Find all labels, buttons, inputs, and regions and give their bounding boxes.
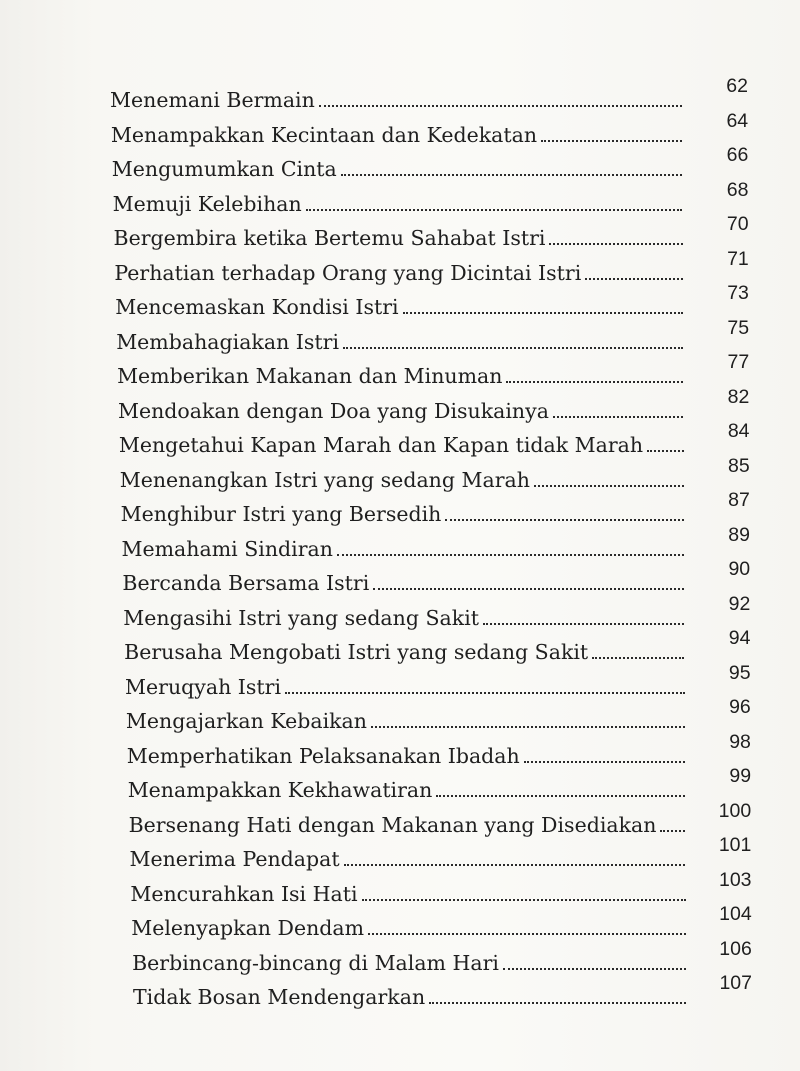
toc-entry — [128, 799, 752, 837]
toc-entry — [125, 696, 751, 733]
toc-entry-title: Berbincang-bincang di Malam Hari — [132, 950, 499, 975]
toc-entry-page-number: 94 — [728, 627, 751, 649]
toc-entry — [122, 558, 751, 595]
dot-leader — [285, 691, 685, 694]
toc-entry-page-number: 96 — [729, 696, 751, 718]
toc-entry-title: Mengumumkan Cinta — [111, 157, 337, 181]
dot-leader — [371, 725, 685, 728]
toc-entry-title: Menampakkan Kekhawatiran — [127, 778, 433, 802]
dot-leader — [506, 380, 683, 383]
toc-entry-page-number: 73 — [727, 282, 749, 304]
toc-entry-title: Memberikan Makanan dan Minuman — [117, 364, 503, 388]
toc-entry — [133, 972, 752, 1009]
dot-leader — [341, 173, 683, 176]
toc-entry — [129, 834, 752, 871]
toc-entry-page-number: 75 — [727, 316, 750, 339]
dot-leader — [344, 863, 686, 866]
toc-entry-title: Menemani Bermain — [110, 88, 315, 112]
toc-entry — [130, 868, 752, 906]
toc-entry — [113, 213, 749, 250]
toc-entry — [126, 730, 751, 768]
toc-entry — [117, 385, 750, 423]
toc-entry-title: Bergembira ketika Bertemu Sahabat Istri — [113, 226, 546, 250]
toc-entry-page-number: 62 — [726, 75, 748, 97]
toc-entry — [125, 661, 751, 699]
toc-entry-title: Membahagiakan Istri — [116, 329, 339, 354]
toc-entry-page-number: 104 — [719, 903, 752, 925]
toc-entry — [110, 109, 749, 147]
dot-leader — [429, 1001, 686, 1004]
dot-leader — [403, 311, 683, 314]
toc-entry-page-number: 101 — [718, 834, 752, 856]
toc-entry-page-number: 71 — [727, 247, 749, 270]
toc-entry-title: Perhatian terhadap Orang yang Dicintai Istri — [114, 260, 582, 285]
toc-entry-title: Menghibur Istri yang Bersedih — [120, 502, 442, 526]
toc-entry-page-number: 106 — [719, 937, 752, 960]
dot-leader — [553, 415, 683, 418]
toc-entry-page-number: 103 — [718, 868, 752, 891]
toc-entry-title: Memahami Sindiran — [121, 536, 333, 561]
toc-entry — [115, 282, 749, 319]
toc-entry-page-number: 90 — [728, 558, 751, 580]
toc-entry-page-number: 89 — [728, 523, 750, 546]
dot-leader — [503, 967, 686, 970]
dot-leader — [592, 656, 684, 659]
toc-entry-page-number: 95 — [728, 661, 751, 684]
toc-entry — [123, 592, 751, 630]
dot-leader — [445, 518, 683, 521]
toc-entry-page-number: 107 — [719, 972, 752, 994]
toc-entry — [118, 420, 750, 457]
toc-entry-title: Mencurahkan Isi Hati — [130, 881, 358, 906]
dot-leader — [585, 277, 683, 280]
dot-leader — [647, 449, 683, 452]
toc-entry — [112, 178, 749, 216]
toc-entry-title: Memperhatikan Pelaksanakan Ibadah — [126, 743, 520, 768]
toc-entry-page-number: 82 — [727, 385, 750, 408]
toc-entry-page-number: 87 — [728, 489, 750, 511]
dot-leader — [541, 139, 682, 142]
toc-entry-page-number: 85 — [727, 454, 750, 477]
toc-entry-page-number: 84 — [727, 420, 750, 442]
toc-entry-title: Mencemaskan Kondisi Istri — [115, 295, 399, 319]
toc-entry-page-number: 64 — [726, 109, 749, 132]
dot-leader — [549, 242, 682, 245]
toc-entry-page-number: 98 — [729, 730, 751, 753]
toc-entry — [124, 627, 751, 664]
toc-entry — [119, 454, 750, 492]
toc-entry-title: Bersenang Hati dengan Makanan yang Disediakan — [128, 812, 657, 837]
toc-entry-title: Menampakkan Kecintaan dan Kedekatan — [110, 122, 538, 147]
toc-entry-title: Menenangkan Istri yang sedang Marah — [119, 467, 530, 492]
toc-entry-title: Mengetahui Kapan Marah dan Kapan tidak Marah — [118, 433, 644, 457]
toc-entry — [110, 75, 748, 112]
toc-entry — [117, 351, 750, 388]
toc-entry-page-number: 70 — [726, 213, 749, 235]
dot-leader — [306, 208, 683, 211]
toc-entry — [131, 903, 752, 940]
dot-leader — [368, 932, 686, 935]
dot-leader — [343, 346, 683, 349]
dot-leader — [534, 484, 684, 487]
toc-entry-page-number: 99 — [729, 765, 752, 787]
dot-leader — [337, 553, 684, 556]
toc-entry — [111, 144, 749, 181]
toc-entry — [114, 247, 749, 285]
toc-entry-page-number: 77 — [727, 351, 750, 373]
toc-entry — [132, 937, 752, 975]
toc-entry-title: Mengasihi Istri yang sedang Sakit — [123, 605, 479, 630]
toc-entry-page-number: 68 — [726, 178, 749, 201]
toc-entry-page-number: 100 — [718, 799, 752, 822]
toc-entry-title: Memuji Kelebihan — [112, 191, 302, 216]
dot-leader — [319, 104, 682, 107]
toc-entry-page-number: 92 — [728, 592, 751, 615]
toc-entry-title: Berusaha Mengobati Istri yang sedang Sakit — [124, 640, 589, 664]
toc-entry-title: Menerima Pendapat — [129, 847, 340, 871]
toc-entry-page-number: 66 — [726, 144, 749, 166]
dot-leader — [362, 898, 686, 901]
toc-entry-title: Mendoakan dengan Doa yang Disukainya — [117, 398, 549, 423]
toc-entry-title: Mengajarkan Kebaikan — [125, 709, 367, 733]
toc-entry — [116, 316, 750, 354]
dot-leader — [373, 587, 684, 590]
toc-entry — [120, 489, 750, 526]
toc-entry — [127, 765, 752, 802]
toc-entry-title: Melenyapkan Dendam — [131, 916, 365, 940]
toc-entry-title: Tidak Bosan Mendengarkan — [133, 985, 426, 1009]
dot-leader — [660, 829, 685, 832]
dot-leader — [524, 760, 685, 763]
dot-leader — [483, 622, 684, 625]
dot-leader — [436, 794, 685, 797]
toc-entry — [121, 523, 750, 561]
toc-entry-title: Bercanda Bersama Istri — [122, 571, 370, 595]
toc-entry-title: Meruqyah Istri — [125, 674, 282, 699]
